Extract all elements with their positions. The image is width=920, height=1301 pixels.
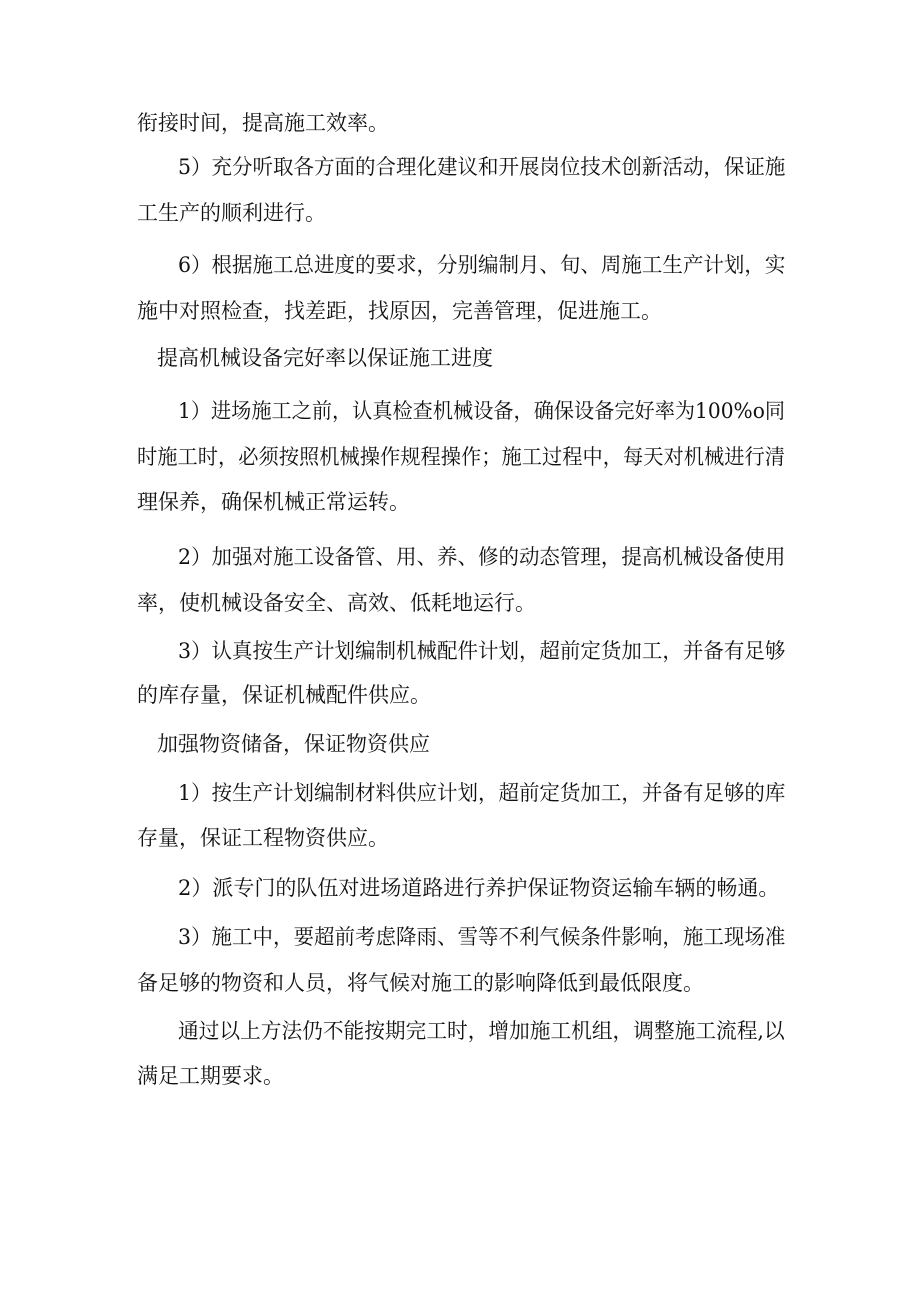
text-line: 1）进场施工之前，认真检查机械设备，确保设备完好率为100%o同 <box>178 399 786 423</box>
text-line: 满足工期要求。 <box>137 1064 284 1088</box>
text-line: 5）充分听取各方面的合理化建议和开展岗位技术创新活动，保证施 <box>178 155 786 179</box>
text-line: 工生产的顺利进行。 <box>137 201 326 225</box>
text-line: 理保养，确保机械正常运转。 <box>137 490 410 514</box>
text-line: 时施工时，必须按照机械操作规程操作；施工过程中，每天对机械进行清 <box>137 445 786 469</box>
text-line: 存量，保证工程物资供应。 <box>137 826 389 850</box>
text-line: 2）加强对施工设备管、用、养、修的动态管理，提高机械设备使用 <box>178 545 786 569</box>
text-line: 3）施工中，要超前考虑降雨、雪等不利气候条件影响，施工现场准 <box>178 925 786 949</box>
section-heading: 提高机械设备完好率以保证施工进度 <box>157 346 493 370</box>
text-line: 3）认真按生产计划编制机械配件计划，超前定货加工，并备有足够 <box>178 639 786 663</box>
text-line: 6）根据施工总进度的要求，分别编制月、旬、周施工生产计划，实 <box>178 253 786 277</box>
text-line: 1）按生产计划编制材料供应计划，超前定货加工，并备有足够的库 <box>178 781 786 805</box>
text-line: 备足够的物资和人员，将气候对施工的影响降低到最低限度。 <box>137 971 704 995</box>
text-line: 的库存量，保证机械配件供应。 <box>137 683 431 707</box>
text-line: 通过以上方法仍不能按期完工时，增加施工机组，调整施工流程,以 <box>178 1019 785 1043</box>
text-line: 衔接时间，提高施工效率。 <box>137 111 389 135</box>
section-heading: 加强物资储备，保证物资供应 <box>157 732 430 756</box>
text-line: 率，使机械设备安全、高效、低耗地运行。 <box>137 591 536 615</box>
text-line: 2）派专门的队伍对进场道路进行养护保证物资运输车辆的畅通。 <box>178 876 780 900</box>
text-line: 施中对照检查，找差距，找原因，完善管理，促进施工。 <box>137 299 662 323</box>
